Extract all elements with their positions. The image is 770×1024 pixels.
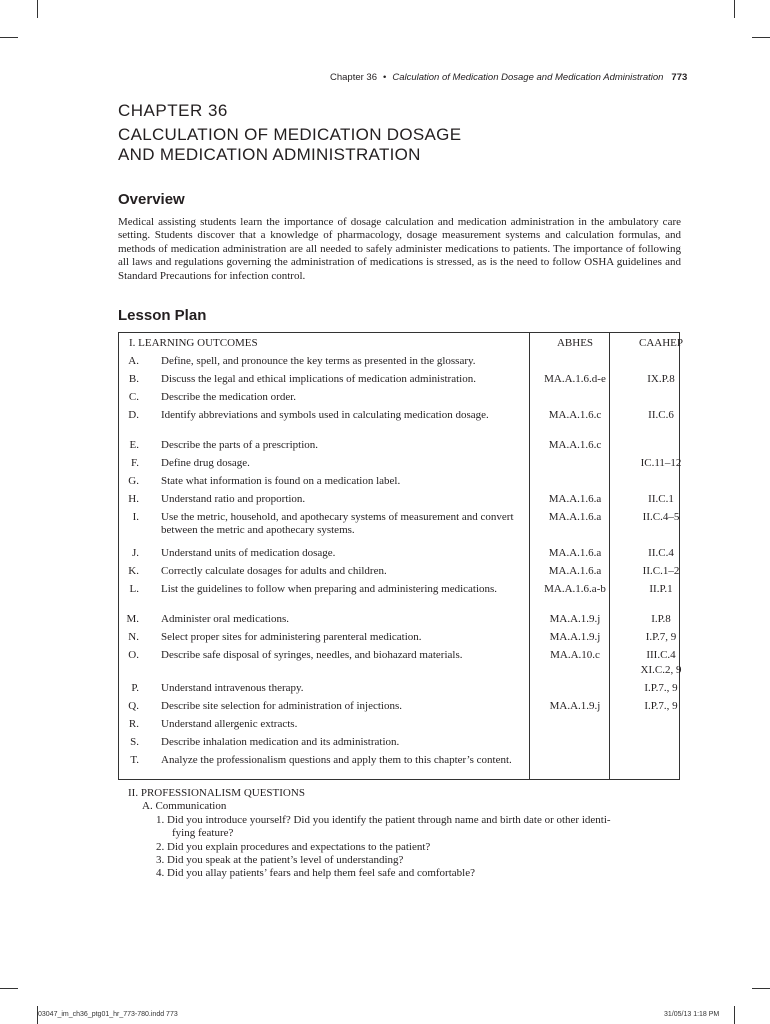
outcome-letter: M.	[126, 613, 139, 625]
crop-mark	[0, 37, 18, 38]
abhes-code: MA.A.1.6.c	[548, 439, 602, 451]
abhes-code: MA.A.1.6.d-e	[544, 373, 606, 385]
running-head-title: Calculation of Medication Dosage and Medication Administration	[392, 72, 664, 83]
chapter-title	[118, 125, 538, 165]
outcome-letter: Q.	[128, 700, 139, 712]
caahep-code: IX.P.8	[647, 373, 675, 385]
outcome-text: Understand intravenous therapy.	[161, 682, 304, 694]
outcome-text: Select proper sites for administering parenteral medication.	[161, 631, 422, 643]
crop-mark	[0, 988, 18, 989]
caahep-code: XI.C.2, 9	[640, 664, 682, 676]
outcome-text: Describe inhalation medication and its administration.	[161, 736, 400, 748]
outcome-text: Understand units of medication dosage.	[161, 547, 336, 559]
crop-mark	[752, 37, 770, 38]
caahep-code: III.C.4	[646, 649, 676, 661]
crop-mark	[37, 0, 38, 18]
caahep-code: I.P.8	[651, 613, 671, 625]
footer-file-info: 03047_im_ch36_ptg01_hr_773-780.indd 773	[38, 1011, 178, 1018]
communication-subheading: A. Communication	[142, 800, 227, 813]
abhes-code: MA.A.1.6.a	[548, 493, 602, 505]
running-head-bullet: •	[383, 72, 387, 83]
outcome-text: Describe the parts of a prescription.	[161, 439, 318, 451]
footer-timestamp: 31/05/13 1:18 PM	[664, 1011, 720, 1018]
abhes-code: MA.A.1.9.j	[549, 613, 601, 625]
outcome-letter: K.	[128, 565, 139, 577]
caahep-code: II.C.1	[648, 493, 674, 505]
chapter-title-line: AND MEDICATION ADMINISTRATION	[118, 145, 421, 164]
outcome-letter: T.	[130, 754, 139, 766]
running-head-chapter: Chapter 36	[330, 72, 378, 83]
crop-mark	[734, 1006, 735, 1024]
outcome-letter: P.	[131, 682, 139, 694]
page-number: 773	[671, 72, 688, 83]
outcome-letter: O.	[128, 649, 139, 661]
outcome-letter: B.	[128, 373, 139, 385]
outcome-text: State what information is found on a medication label.	[161, 475, 401, 487]
professionalism-section	[128, 787, 688, 881]
outcome-letter: C.	[128, 391, 139, 403]
abhes-code: MA.A.1.9.j	[549, 631, 601, 643]
question-item: 1. Did you introduce yourself? Did you identify the patient through name and birth date or other identi-	[156, 813, 611, 826]
outcome-letter: A.	[128, 355, 139, 367]
outcome-text: Describe the medication order.	[161, 391, 297, 403]
abhes-code: MA.A.10.c	[550, 649, 600, 661]
caahep-code: II.C.4	[648, 547, 674, 559]
abhes-code: MA.A.1.6.c	[548, 409, 602, 421]
learning-outcomes-table	[118, 332, 683, 780]
caahep-code: II.C.6	[648, 409, 674, 421]
learning-outcomes-heading: I. LEARNING OUTCOMES	[129, 337, 258, 349]
overview-paragraph: Medical assisting students learn the importance of dosage calculation and medication administration in the ambulatory care setting. Students discover that a knowledge of pharmacology, dosage measurement systems and calculation formulas, and methods of medication administration are all needed to safely administer medications to patients. The importance of following all laws and regulations governing the administration of medications is stressed, as is the need to follow OSHA guidelines and Standard Precautions for infection control.	[118, 216, 681, 282]
outcome-text: Understand allergenic extracts.	[161, 718, 298, 730]
crop-mark	[734, 0, 735, 18]
chapter-number: CHAPTER 36	[118, 101, 228, 120]
outcome-letter: D.	[128, 409, 139, 421]
outcome-text: Correctly calculate dosages for adults and children.	[161, 565, 387, 577]
outcome-text: Analyze the professionalism questions and apply them to this chapter’s content.	[161, 754, 512, 766]
outcome-text: Identify abbreviations and symbols used in calculating medication dosage.	[161, 409, 489, 421]
outcome-letter: N.	[128, 631, 139, 643]
question-item: 3. Did you speak at the patient’s level of understanding?	[156, 854, 404, 867]
outcome-text: List the guidelines to follow when preparing and administering medications.	[161, 583, 498, 595]
outcome-letter: G.	[128, 475, 139, 487]
outcome-letter: I.	[132, 511, 139, 523]
caahep-code: II.C.4–5	[642, 511, 680, 523]
abhes-code: MA.A.1.9.j	[549, 700, 601, 712]
column-header-abhes: ABHES	[556, 337, 594, 349]
outcome-letter: H.	[128, 493, 139, 505]
caahep-code: I.P.7, 9	[645, 631, 677, 643]
outcome-text: Administer oral medications.	[161, 613, 289, 625]
outcome-letter: R.	[128, 718, 139, 730]
outcome-letter: S.	[130, 736, 139, 748]
outcome-letter: J.	[131, 547, 139, 559]
outcome-text: Understand ratio and proportion.	[161, 493, 306, 505]
column-header-caahep: CAAHEP	[638, 337, 683, 349]
chapter-title-line: CALCULATION OF MEDICATION DOSAGE	[118, 125, 462, 144]
abhes-code: MA.A.1.6.a	[548, 511, 602, 523]
abhes-code: MA.A.1.6.a	[548, 547, 602, 559]
professionalism-heading: II. PROFESSIONALISM QUESTIONS	[128, 787, 305, 799]
outcome-letter: L.	[129, 583, 139, 595]
overview-heading: Overview	[118, 191, 185, 208]
caahep-code: I.P.7., 9	[644, 682, 678, 694]
caahep-code: II.C.1–2	[642, 565, 680, 577]
caahep-code: II.P.1	[649, 583, 673, 595]
abhes-code: MA.A.1.6.a	[548, 565, 602, 577]
running-head	[330, 72, 688, 83]
abhes-code: MA.A.1.6.a-b	[544, 583, 606, 595]
lesson-plan-heading: Lesson Plan	[118, 307, 207, 324]
outcome-text: Define, spell, and pronounce the key terms as presented in the glossary.	[161, 355, 476, 367]
outcome-letter: F.	[131, 457, 139, 469]
outcome-letter: E.	[129, 439, 139, 451]
outcome-text: Describe safe disposal of syringes, needles, and biohazard materials.	[161, 649, 463, 661]
question-item: 4. Did you allay patients’ fears and help them feel safe and comfortable?	[156, 867, 475, 880]
question-item: 2. Did you explain procedures and expectations to the patient?	[156, 840, 431, 853]
caahep-code: I.P.7., 9	[644, 700, 678, 712]
crop-mark	[752, 988, 770, 989]
outcome-text: Discuss the legal and ethical implications of medication administration.	[161, 373, 476, 385]
question-item-continued: fying feature?	[172, 827, 234, 840]
outcome-text: Describe site selection for administration of injections.	[161, 700, 403, 712]
outcome-text: Define drug dosage.	[161, 457, 250, 469]
caahep-code: IC.11–12	[640, 457, 682, 469]
outcome-text: Use the metric, household, and apothecary systems of measurement and convert between the metric and apothecary systems.	[161, 511, 514, 537]
